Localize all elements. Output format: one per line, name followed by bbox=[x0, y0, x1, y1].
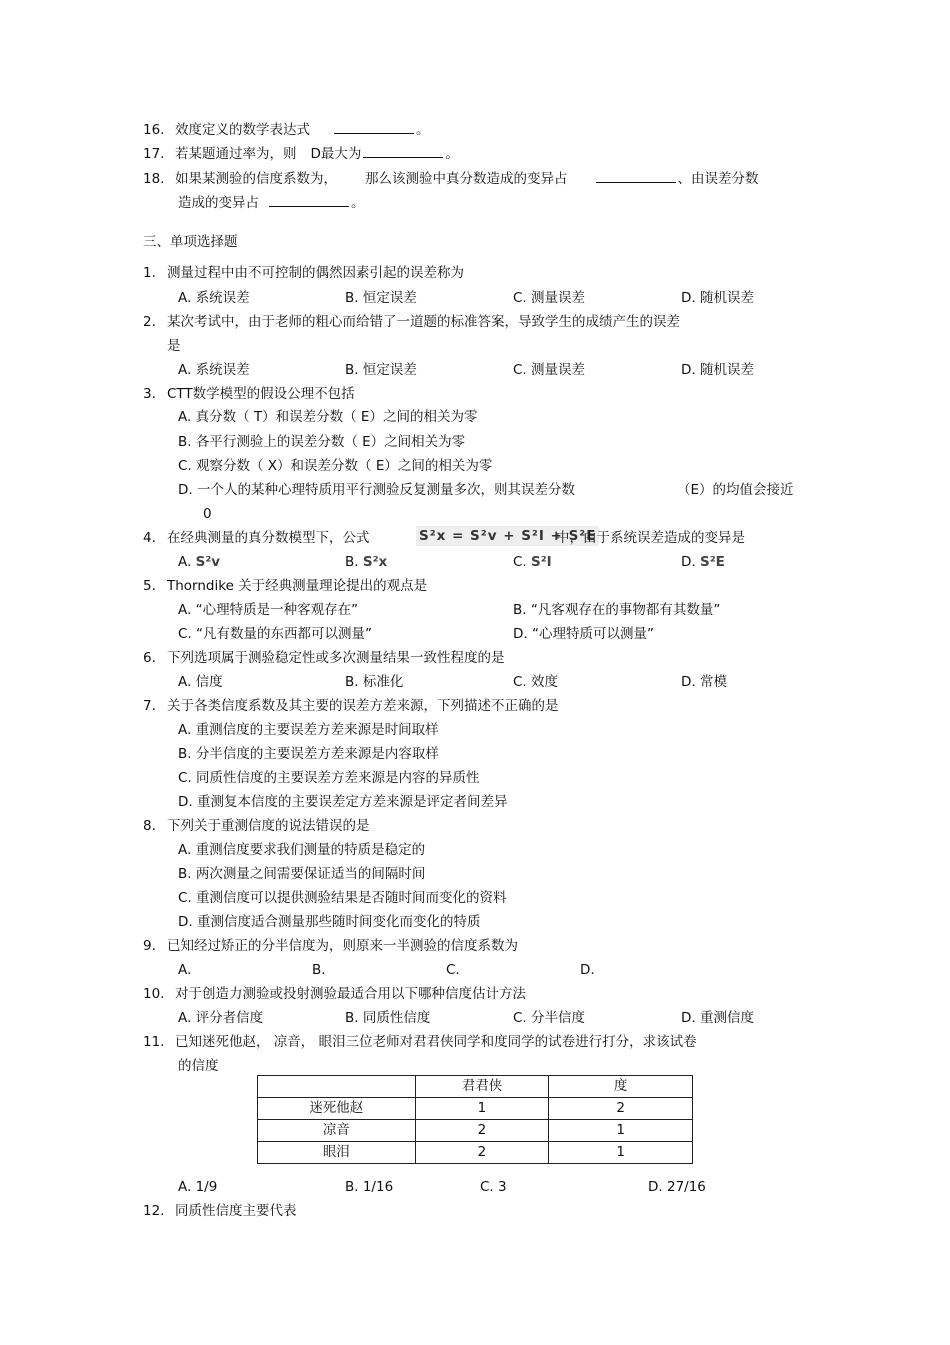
q3-option-d[interactable]: D. 一个人的某种心理特质用平行测验反复测量多次，则其误差分数 bbox=[178, 482, 575, 498]
q11-option-c[interactable]: C. 3 bbox=[480, 1179, 507, 1195]
q11-stem: 已知迷死他赵， 凉音， 眼泪三位老师对君君侠同学和度同学的试卷进行打分，求该试卷 bbox=[175, 1034, 697, 1050]
table-cell: 2 bbox=[415, 1120, 549, 1142]
q6-option-c[interactable]: C. 效度 bbox=[513, 674, 559, 690]
table-cell: 2 bbox=[549, 1098, 693, 1120]
q10-number: 10. bbox=[143, 986, 165, 1002]
q4-option-c[interactable]: C. S²I bbox=[513, 554, 552, 570]
table-cell: 1 bbox=[549, 1142, 693, 1164]
q6-number: 6. bbox=[143, 650, 156, 666]
q16-blank[interactable] bbox=[334, 120, 414, 134]
q7-number: 7. bbox=[143, 698, 156, 714]
q8-stem: 下列关于重测信度的说法错误的是 bbox=[167, 818, 370, 834]
table-header-row bbox=[258, 1076, 693, 1098]
score-table bbox=[257, 1075, 693, 1164]
q4-stem-end: 中，由于系统误差造成的变异是 bbox=[556, 530, 745, 546]
q18-blank-2[interactable] bbox=[269, 193, 349, 207]
q11-number: 11. bbox=[143, 1034, 165, 1050]
table-header-cell bbox=[258, 1076, 416, 1098]
table-cell: 凉音 bbox=[258, 1120, 416, 1142]
q2-stem: 某次考试中，由于老师的粗心而给错了一道题的标准答案，导致学生的成绩产生的误差 bbox=[167, 314, 680, 330]
table-header-cell: 度 bbox=[549, 1076, 693, 1098]
q17-number: 17. bbox=[143, 146, 165, 162]
section-title: 三、单项选择题 bbox=[143, 234, 238, 250]
q2-option-a[interactable]: A. 系统误差 bbox=[178, 362, 250, 378]
table-row bbox=[258, 1120, 693, 1142]
q17-blank[interactable] bbox=[363, 144, 443, 158]
q9-option-a[interactable]: A. bbox=[178, 962, 192, 978]
q4-stem: 在经典测量的真分数模型下，公式 bbox=[167, 530, 370, 546]
q9-stem: 已知经过矫正的分半信度为，则原来一半测验的信度系数为 bbox=[167, 938, 518, 954]
q4-number: 4. bbox=[143, 530, 156, 546]
table-row bbox=[258, 1142, 693, 1164]
q1-number: 1. bbox=[143, 265, 156, 281]
q11-option-b[interactable]: B. 1/16 bbox=[345, 1179, 394, 1195]
q7-option-b[interactable]: B. 分半信度的主要误差方差来源是内容取样 bbox=[178, 746, 439, 762]
q5-number: 5. bbox=[143, 578, 156, 594]
q2-option-b[interactable]: B. 恒定误差 bbox=[345, 362, 417, 378]
q3-option-c[interactable]: C. 观察分数（ X）和误差分数（ E）之间的相关为零 bbox=[178, 458, 493, 474]
q10-option-a[interactable]: A. 评分者信度 bbox=[178, 1010, 264, 1026]
q2-option-c[interactable]: C. 测量误差 bbox=[513, 362, 586, 378]
q10-stem: 对于创造力测验或投射测验最适合用以下哪种信度估计方法 bbox=[175, 986, 526, 1002]
q8-option-c[interactable]: C. 重测信度可以提供测验结果是否随时间而变化的资料 bbox=[178, 890, 507, 906]
q2-stem-line2: 是 bbox=[167, 338, 181, 354]
q12-number: 12. bbox=[143, 1203, 165, 1219]
q11-option-a[interactable]: A. 1/9 bbox=[178, 1179, 218, 1195]
q9-option-b[interactable]: B. bbox=[312, 962, 326, 978]
q6-stem: 下列选项属于测验稳定性或多次测量结果一致性程度的是 bbox=[167, 650, 505, 666]
q17-text: 若某题通过率为，则 D最大为 。 bbox=[175, 146, 459, 162]
q7-option-c[interactable]: C. 同质性信度的主要误差方差来源是内容的异质性 bbox=[178, 770, 480, 786]
q4-option-b[interactable]: B. S²x bbox=[345, 554, 388, 570]
table-cell: 眼泪 bbox=[258, 1142, 416, 1164]
q2-number: 2. bbox=[143, 314, 156, 330]
q1-option-b[interactable]: B. 恒定误差 bbox=[345, 290, 417, 306]
q6-option-d[interactable]: D. 常模 bbox=[681, 674, 727, 690]
q3-option-d-tail: （E）的均值会接近 bbox=[677, 482, 794, 498]
q7-stem: 关于各类信度系数及其主要的误差方差来源，下列描述不正确的是 bbox=[167, 698, 559, 714]
q9-number: 9. bbox=[143, 938, 156, 954]
q16-text: 效度定义的数学表达式 。 bbox=[175, 122, 430, 138]
q2-option-d[interactable]: D. 随机误差 bbox=[681, 362, 754, 378]
q18-line2: 造成的变异占 。 bbox=[178, 195, 365, 211]
q6-option-b[interactable]: B. 标准化 bbox=[345, 674, 404, 690]
q8-number: 8. bbox=[143, 818, 156, 834]
q4-option-d-symbol: S²E bbox=[699, 554, 725, 570]
q5-option-c[interactable]: C. “凡有数量的东西都可以测量” bbox=[178, 626, 372, 642]
q10-option-b[interactable]: B. 同质性信度 bbox=[345, 1010, 431, 1026]
q5-option-d[interactable]: D. “心理特质可以测量” bbox=[513, 626, 654, 642]
q16-number: 16. bbox=[143, 122, 165, 138]
q5-option-a[interactable]: A. “心理特质是一种客观存在” bbox=[178, 602, 359, 618]
q8-option-a[interactable]: A. 重测信度要求我们测量的特质是稳定的 bbox=[178, 842, 426, 858]
q11-stem-line2: 的信度 bbox=[178, 1058, 219, 1074]
q4-option-c-symbol: S²I bbox=[531, 554, 552, 570]
q11-option-d[interactable]: D. 27/16 bbox=[648, 1179, 706, 1195]
q12-stem: 同质性信度主要代表 bbox=[175, 1203, 297, 1219]
q8-option-d[interactable]: D. 重测信度适合测量那些随时间变化而变化的特质 bbox=[178, 914, 481, 930]
table-row bbox=[258, 1098, 693, 1120]
q3-stem: CTT数学模型的假设公理不包括 bbox=[167, 386, 355, 402]
q3-option-b[interactable]: B. 各平行测验上的误差分数（ E）之间相关为零 bbox=[178, 434, 466, 450]
q18-text: 如果某测验的信度系数为， 那么该测验中真分数造成的变异占 、由误差分数 bbox=[175, 171, 759, 187]
table-cell: 2 bbox=[415, 1142, 549, 1164]
q7-option-d[interactable]: D. 重测复本信度的主要误差定方差来源是评定者间差异 bbox=[178, 794, 508, 810]
q18-number: 18. bbox=[143, 171, 165, 187]
q1-stem: 测量过程中由不可控制的偶然因素引起的误差称为 bbox=[167, 265, 464, 281]
q4-option-b-symbol: S²x bbox=[362, 554, 388, 570]
q3-number: 3. bbox=[143, 386, 156, 402]
table-header-cell: 君君侠 bbox=[415, 1076, 549, 1098]
q3-option-a[interactable]: A. 真分数（ T）和误差分数（ E）之间的相关为零 bbox=[178, 409, 478, 425]
q5-option-b[interactable]: B. “凡客观存在的事物都有其数量” bbox=[513, 602, 721, 618]
q4-option-a[interactable]: A. S²v bbox=[178, 554, 221, 570]
q10-option-c[interactable]: C. 分半信度 bbox=[513, 1010, 586, 1026]
q4-option-d[interactable]: D. S²E bbox=[681, 554, 725, 570]
q6-option-a[interactable]: A. 信度 bbox=[178, 674, 223, 690]
table-cell: 1 bbox=[549, 1120, 693, 1142]
q1-option-c[interactable]: C. 测量误差 bbox=[513, 290, 586, 306]
q4-formula: S²x = S²v + S²I + S²E bbox=[416, 526, 599, 546]
q18-blank-1[interactable] bbox=[596, 169, 676, 183]
q7-option-a[interactable]: A. 重测信度的主要误差方差来源是时间取样 bbox=[178, 722, 439, 738]
q1-option-d[interactable]: D. 随机误差 bbox=[681, 290, 754, 306]
q4-option-a-symbol: S²v bbox=[195, 554, 221, 570]
q9-option-d[interactable]: D. bbox=[580, 962, 595, 978]
q5-stem: Thorndike 关于经典测量理论提出的观点是 bbox=[167, 578, 428, 594]
q9-option-c[interactable]: C. bbox=[446, 962, 460, 978]
table-cell: 1 bbox=[415, 1098, 549, 1120]
q8-option-b[interactable]: B. 两次测量之间需要保证适当的间隔时间 bbox=[178, 866, 426, 882]
table-cell: 迷死他赵 bbox=[258, 1098, 416, 1120]
q10-option-d[interactable]: D. 重测信度 bbox=[681, 1010, 754, 1026]
q3-option-d-line2: 0 bbox=[203, 506, 212, 522]
q1-option-a[interactable]: A. 系统误差 bbox=[178, 290, 250, 306]
